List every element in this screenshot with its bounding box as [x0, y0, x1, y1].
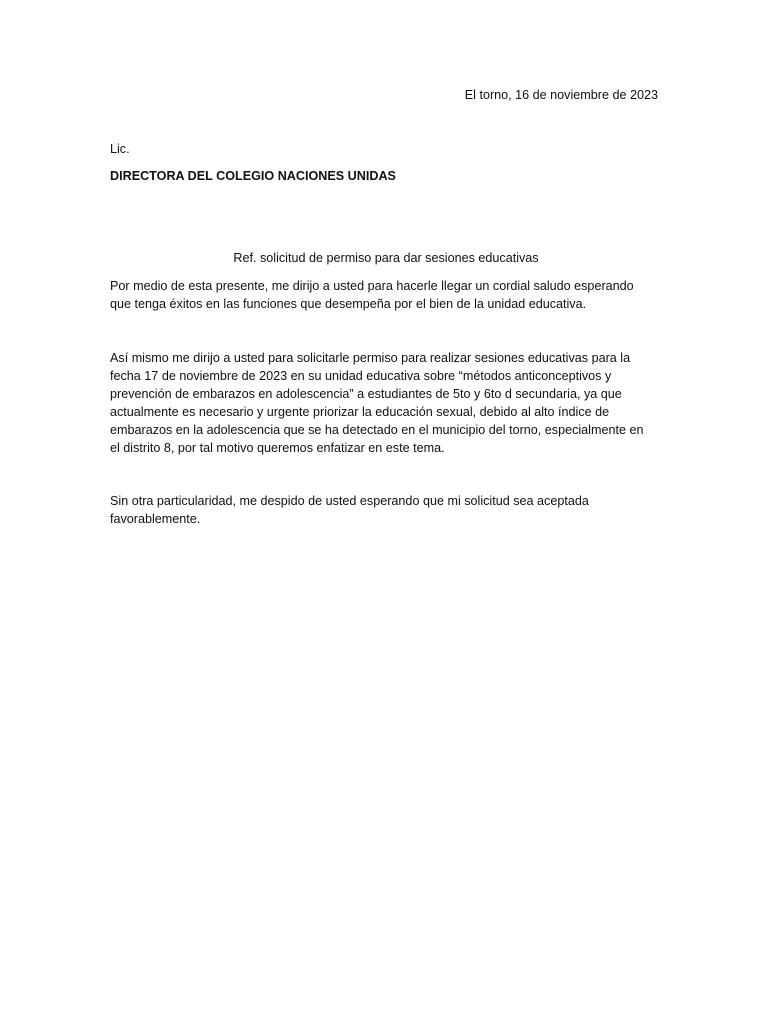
paragraph-line: Por medio de esta presente, me dirijo a usted para hacerle llegar un cordial saludo esperando	[110, 279, 634, 293]
paragraph-line: Sin otra particularidad, me despido de usted esperando que mi solicitud sea aceptada	[110, 494, 589, 508]
paragraph-line: actualmente es necesario y urgente priorizar la educación sexual, debido al alto índice de	[110, 405, 610, 419]
paragraph-line: embarazos en la adolescencia que se ha detectado en el municipio del torno, especialmente en	[110, 423, 644, 437]
salutation-title: Lic.	[110, 142, 130, 156]
paragraph-line: el distrito 8, por tal motivo queremos enfatizar en este tema.	[110, 441, 445, 455]
paragraph-closing	[110, 492, 662, 528]
paragraph-line: fecha 17 de noviembre de 2023 en su unidad educativa sobre “métodos anticonceptivos y	[110, 369, 612, 383]
date-line: El torno, 16 de noviembre de 2023	[464, 88, 658, 102]
reference-line: Ref. solicitud de permiso para dar sesiones educativas	[233, 251, 539, 265]
recipient-heading: DIRECTORA DEL COLEGIO NACIONES UNIDAS	[110, 169, 396, 183]
paragraph-line: favorablemente.	[110, 512, 201, 526]
paragraph-greeting	[110, 277, 662, 313]
paragraph-line: que tenga éxitos en las funciones que desempeña por el bien de la unidad educativa.	[110, 297, 587, 311]
paragraph-line: Así mismo me dirijo a usted para solicitarle permiso para realizar sesiones educativas para la	[110, 351, 631, 365]
paragraph-line: prevención de embarazos en adolescencia” a estudiantes de 5to y 6to d secundaria, ya que	[110, 387, 622, 401]
paragraph-request	[110, 349, 662, 457]
